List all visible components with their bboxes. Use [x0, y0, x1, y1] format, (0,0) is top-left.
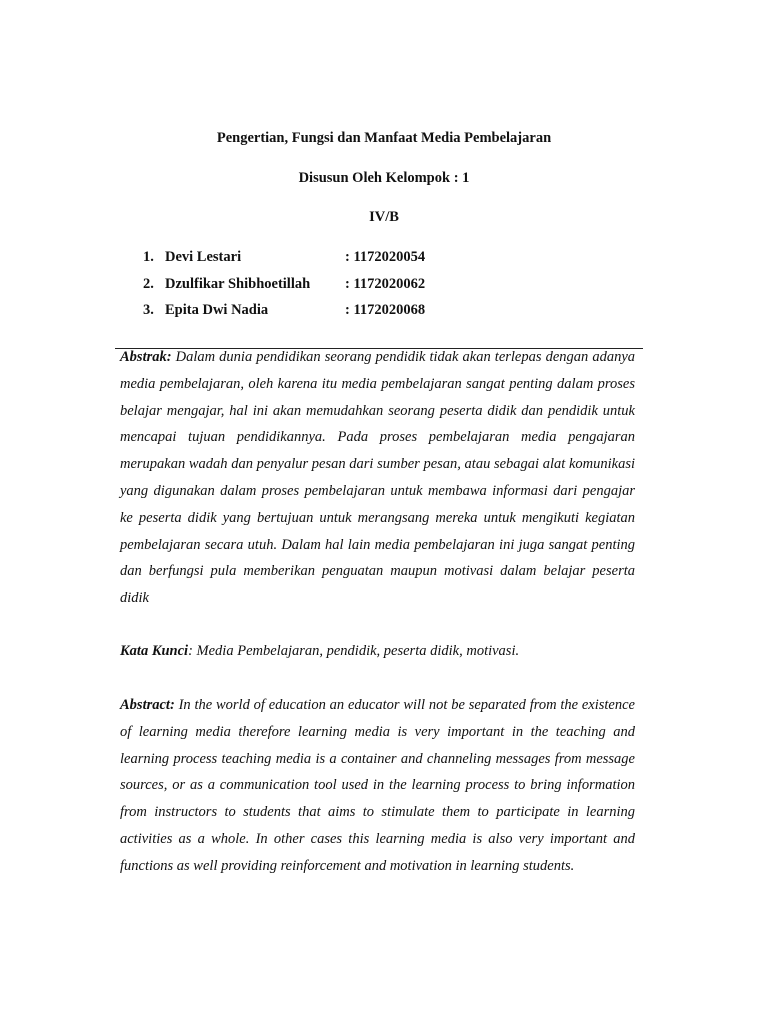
member-id: : 1172020054: [345, 249, 426, 265]
member-number: 3.: [143, 302, 154, 318]
member-number: 1.: [143, 249, 154, 265]
keywords-paragraph: [120, 638, 635, 665]
keywords-label: Kata Kunci: [120, 643, 189, 659]
document-title: Pengertian, Fungsi dan Manfaat Media Pembelajaran: [216, 130, 552, 146]
abstrak-paragraph: [120, 344, 635, 612]
abstrak-text: Dalam dunia pendidikan seorang pendidik tidak akan terlepas dengan adanya media pembelajaran, oleh karena itu media pembelajaran sangat penting dalam proses belajar mengajar, hal ini akan memudahkan seorang peserta didik dan pendidik untuk mencapai tujuan pendidikannya. Pada proses pembelajaran media pengajaran merupakan wadah dan penyalur pesan dari sumber pesan, atau sebagai alat komunikasi yang digunakan dalam proses pembelajaran untuk membawa informasi dari pengajar ke peserta didik yang bertujuan untuk merangsang mereka untuk mengikuti kegiatan pembelajaran secara utuh. Dalam hal lain media pembelajaran ini juga sangat penting dan berfungsi pula memberikan penguatan maupun motivasi dalam belajar peserta didik: [120, 349, 635, 607]
abstract-text: In the world of education an educator will not be separated from the existence of learning media therefore learning media is very important in the teaching and learning process teaching media is a container and channeling messages from message sources, or as a communication tool used in the learning process to bring information from instructors to students that aims to stimulate them to participate in learning activities as a whole. In other cases this learning media is also very important and functions as well providing reinforcement and motivation in learning students.: [120, 697, 635, 874]
member-name: Dzulfikar Shibhoetillah: [165, 275, 311, 292]
member-number: 2.: [143, 275, 154, 292]
keywords-text: : Media Pembelajaran, pendidik, peserta didik, motivasi.: [188, 643, 520, 659]
member-name: Epita Dwi Nadia: [165, 302, 269, 318]
group-subtitle: Disusun Oleh Kelompok : 1: [298, 170, 470, 186]
class-label: IV/B: [369, 209, 399, 225]
member-name: Devi Lestari: [165, 249, 242, 265]
abstrak-label: Abstrak:: [120, 349, 172, 365]
abstract-paragraph: [120, 692, 635, 880]
abstract-label: Abstract:: [120, 697, 175, 713]
member-id: : 1172020062: [345, 275, 426, 292]
member-id: : 1172020068: [345, 302, 426, 318]
